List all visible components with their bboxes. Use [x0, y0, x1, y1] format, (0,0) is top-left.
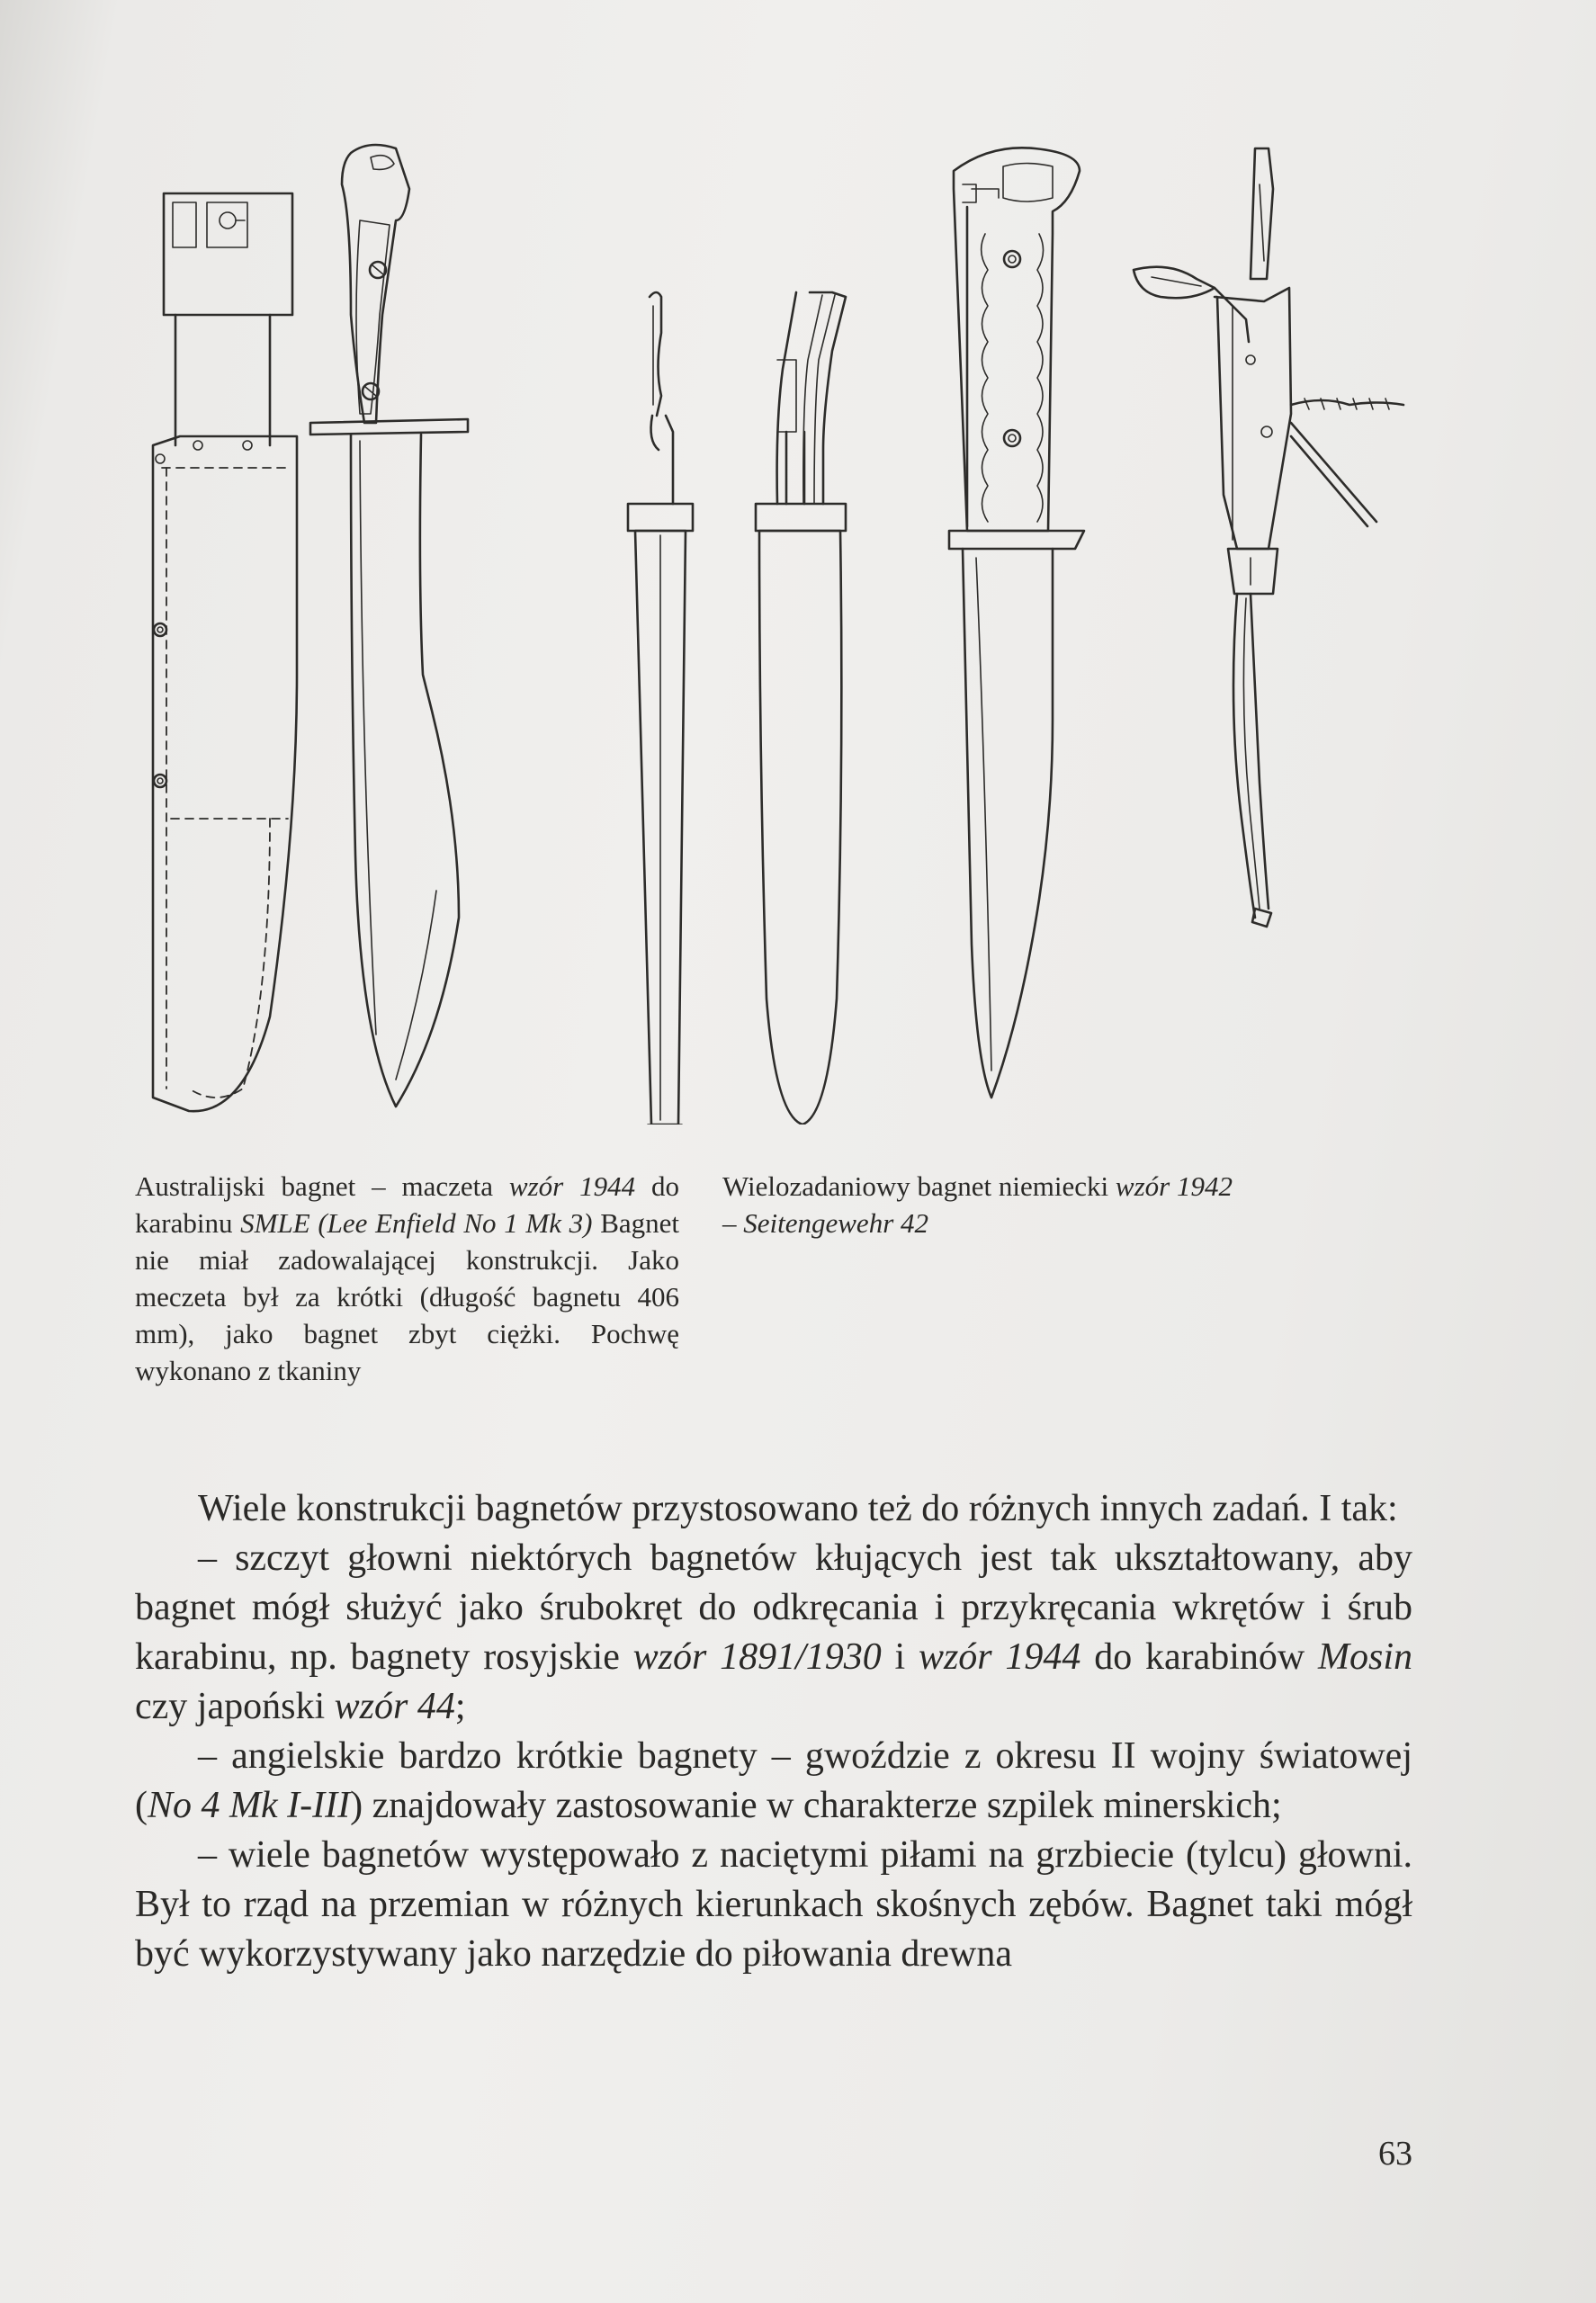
paragraph-italic: wzór 1944 [918, 1636, 1081, 1678]
paragraph-text: i [881, 1636, 919, 1678]
paragraph-text: ) znajdowały zastosowanie w charakterze szpilek minerskich; [350, 1785, 1282, 1826]
caption-german-bayonet [722, 1168, 1325, 1241]
paragraph-italic: wzór 1891/1930 [632, 1636, 882, 1678]
paragraph [135, 1534, 1412, 1732]
german-seitengewehr-knife-drawing [949, 148, 1084, 1098]
paragraph-text: – szczyt głowni niektórych bagnetów kłujących jest tak ukształtowany, aby bagnet mógł służyć jako śrubokręt do odkręcania i przykręcania wkrętów i śrub karabinu, np. bagnety rosyjskie [135, 1537, 1412, 1678]
paragraph-italic: Mosin [1318, 1636, 1412, 1678]
body-text [135, 1484, 1412, 1979]
paragraph-text: czy japoński [135, 1686, 335, 1727]
caption-italic: SMLE (Lee Enfield No 1 Mk 3) [240, 1207, 593, 1239]
paragraph-text: ; [454, 1686, 466, 1727]
paragraph-italic: No 4 Mk I-III [148, 1785, 351, 1826]
caption-australian-machete [135, 1168, 679, 1389]
paragraph-italic: wzór 44 [334, 1686, 455, 1727]
paragraph [135, 1831, 1412, 1979]
paragraph-text: – wiele bagnetów występowało z naciętymi piłami na grzbiecie (tylcu) głowni. Był to rząd na przemian w różnych kierunkach skośnych zębów. Bagnet taki mógł być wykorzystywany jako narzędzie do piłowania drewna [135, 1834, 1412, 1975]
caption-text: do karabinu [135, 1170, 679, 1239]
bayonet-illustrations [135, 135, 1439, 1125]
page-number: 63 [1378, 2135, 1412, 2173]
multitool-bayonet-drawing [1134, 148, 1403, 927]
paragraph-text: – angielskie bardzo krótkie bagnety – gwoździe z okresu II wojny światowej ( [135, 1735, 1412, 1826]
caption-text: – [722, 1207, 744, 1239]
paragraph [135, 1732, 1412, 1831]
caption-text: Australijski bagnet – maczeta [135, 1170, 509, 1202]
caption-italic: wzór 1944 [508, 1170, 636, 1202]
paragraph [135, 1484, 1412, 1534]
paragraph-text: do karabinów [1080, 1636, 1318, 1678]
caption-italic: Seitengewehr 42 [743, 1207, 929, 1239]
curved-handle-scabbard-drawing [756, 292, 846, 1125]
australian-machete-drawing [310, 145, 468, 1107]
paragraph-text: Wiele konstrukcji bagnetów przystosowano też do różnych innych zadań. I tak: [198, 1488, 1398, 1529]
caption-text: Wielozadaniowy bagnet niemiecki [722, 1170, 1116, 1202]
spike-bayonet-drawing [628, 292, 693, 1125]
australian-sheath-drawing [153, 193, 297, 1111]
caption-italic: wzór 1942 [1115, 1170, 1233, 1202]
caption-text: Bagnet nie miał zadowalającej konstrukcji. Jako meczeta był za krótki (długość bagnetu 406 mm), jako bagnet zbyt ciężki. Pochwę wykonano z tkaniny [135, 1207, 679, 1386]
